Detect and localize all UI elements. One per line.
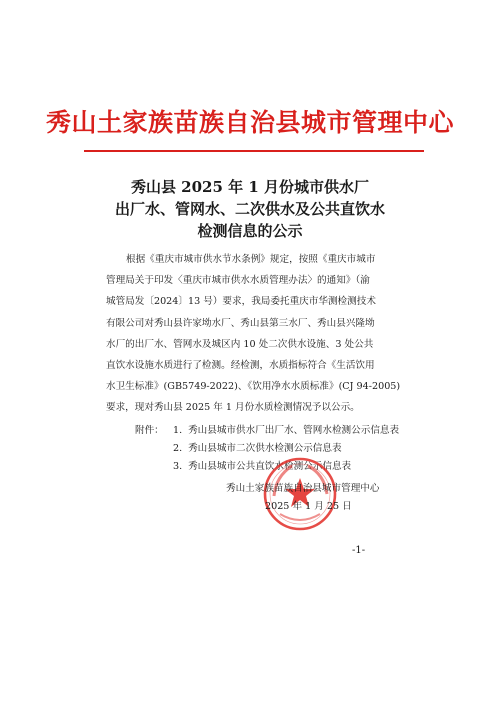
body-line: 要求，现对秀山县 2025 年 1 月份水质检测情况予以公示。 <box>106 402 360 414</box>
body-line: 根据《重庆市城市供水节水条例》规定，按照《重庆市城市 <box>126 254 376 265</box>
title-line-3: 检测信息的公示 <box>197 222 303 240</box>
body-line: 水厂的出厂水、管网水及城区内 10 处二次供水设施、3 处公共 <box>106 338 374 350</box>
attachment-item-2 <box>135 440 342 454</box>
body-line: 水卫生标准》(GB5749-2022)、《饮用净水水质标准》(CJ 94-2005) <box>106 381 401 393</box>
attachment-title: 秀山县城市二次供水检测公示信息表 <box>188 443 342 454</box>
red-divider <box>84 150 424 152</box>
issuer-name: 秀山土家族苗族自治县城市管理中心 <box>226 483 380 494</box>
body-line: 直饮水设施水质进行了检测。经检测，水质指标符合《生活饮用 <box>106 360 375 372</box>
attachment-number: 1. <box>173 425 183 436</box>
body-line: 有限公司对秀山县许家坳水厂、秀山县第三水厂、秀山县兴隆坳 <box>106 317 375 329</box>
attachment-number: 3. <box>173 461 183 472</box>
org-header: 秀山土家族苗族自治县城市管理中心 <box>45 108 454 137</box>
issue-date: 2025 年 1 月 25 日 <box>265 501 352 512</box>
official-seal-stamp <box>262 456 338 532</box>
attachment-item-1 <box>135 422 399 436</box>
body-line: 城管局发〔2024〕13 号）要求，我局委托重庆市华测检测技术 <box>106 296 376 308</box>
attachment-prefix: 附件： <box>135 425 164 436</box>
body-line: 管理局关于印发〈重庆市城市供水水质管理办法〉的通知》（渝 <box>106 275 370 287</box>
attachment-title: 秀山县城市供水厂出厂水、管网水检测公示信息表 <box>188 425 400 436</box>
title-line-1: 秀山县 2025 年 1 月份城市供水厂 <box>130 178 370 196</box>
attachment-title: 秀山县城市公共直饮水检测公示信息表 <box>188 461 352 472</box>
body-paragraph <box>106 249 401 419</box>
page-number: -1- <box>352 545 366 556</box>
attachment-number: 2. <box>173 443 183 454</box>
title-line-2: 出厂水、管网水、二次供水及公共直饮水 <box>114 200 385 218</box>
